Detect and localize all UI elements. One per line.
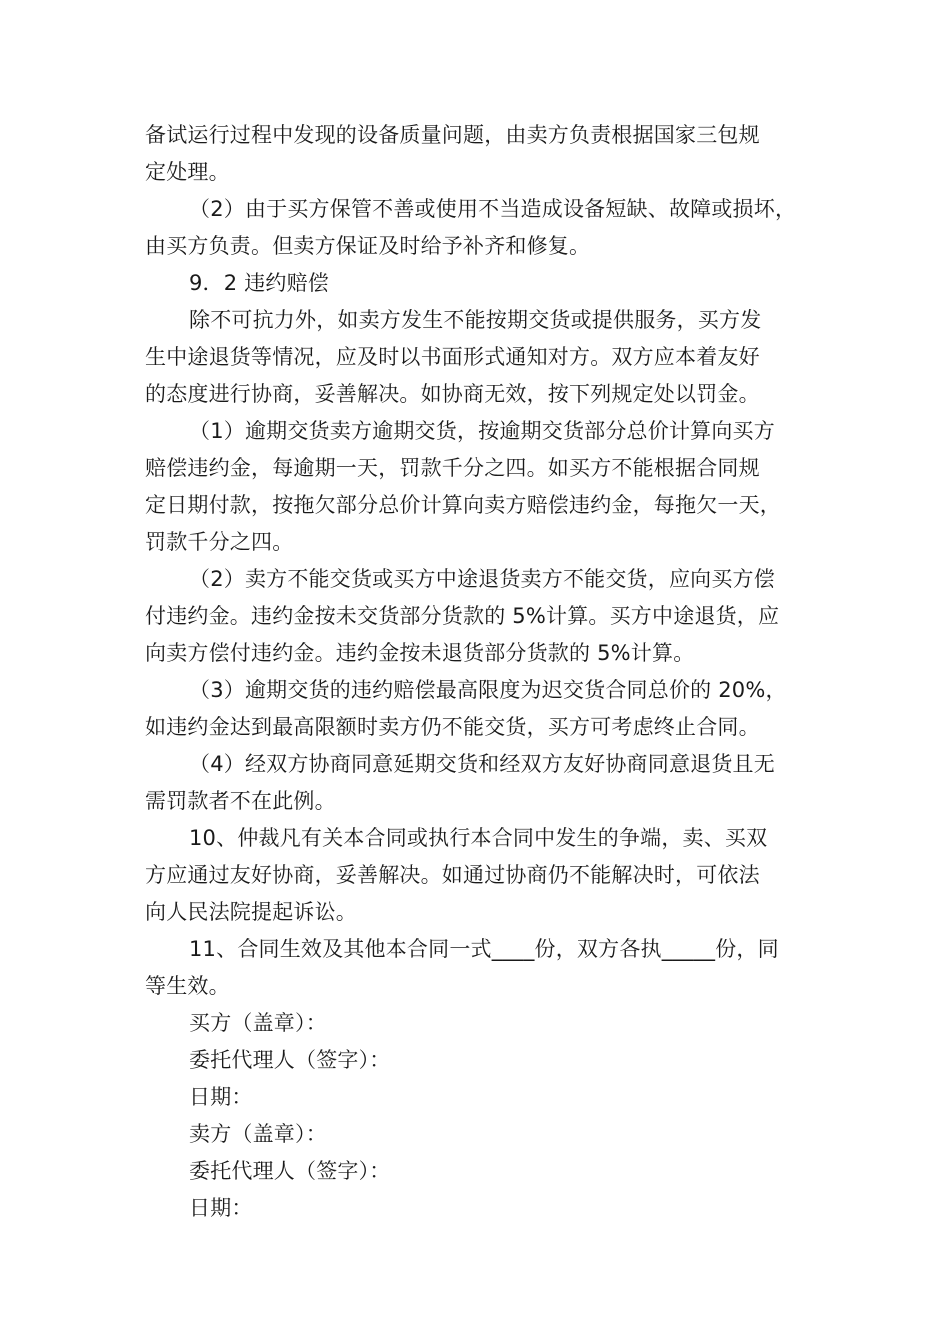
text-line: 由买方负责。但卖方保证及时给予补齐和修复。: [145, 234, 591, 258]
text-line: 需罚款者不在此例。: [145, 789, 336, 813]
text-line: 方应通过友好协商，妥善解决。如通过协商仍不能解决时，可依法: [145, 863, 760, 887]
text-line: 付违约金。违约金按未交货部分货款的 5%计算。买方中途退货，应: [145, 604, 780, 628]
text-line: 备试运行过程中发现的设备质量问题，由卖方负责根据国家三包规: [145, 123, 760, 147]
text-line: 的态度进行协商，妥善解决。如协商无效，按下列规定处以罚金。: [145, 382, 760, 406]
text-line: 等生效。: [145, 974, 230, 998]
text-line: 日期：: [189, 1196, 253, 1220]
text-line: 10、仲裁凡有关本合同或执行本合同中发生的争端，卖、买双: [189, 826, 768, 850]
text-line: 定处理。: [145, 160, 230, 184]
text-line: 向卖方偿付违约金。违约金按未退货部分货款的 5%计算。: [145, 641, 695, 665]
text-line: 买方（盖章）：: [189, 1011, 327, 1035]
text-line: 罚款千分之四。: [145, 530, 294, 554]
text-line: （2）由于买方保管不善或使用不当造成设备短缺、故障或损坏，: [189, 197, 797, 221]
text-line: （2）卖方不能交货或买方中途退货卖方不能交货，应向买方偿: [189, 567, 775, 591]
text-line: 委托代理人（签字）：: [189, 1159, 391, 1183]
text-line: 向人民法院提起诉讼。: [145, 900, 357, 924]
text-line: （4）经双方协商同意延期交货和经双方友好协商同意退货且无: [189, 752, 775, 776]
text-line: 生中途退货等情况，应及时以书面形式通知对方。双方应本着友好: [145, 345, 760, 369]
text-line: 11、合同生效及其他本合同一式____份，双方各执_____份，同: [189, 937, 779, 961]
text-line: 赔偿违约金，每逾期一天，罚款千分之四。如买方不能根据合同规: [145, 456, 760, 480]
text-line: 日期：: [189, 1085, 253, 1109]
text-line: 9．2 违约赔偿: [189, 271, 329, 295]
text-line: 卖方（盖章）：: [189, 1122, 327, 1146]
text-line: （1）逾期交货卖方逾期交货，按逾期交货部分总价计算向买方: [189, 419, 775, 443]
text-line: 除不可抗力外，如卖方发生不能按期交货或提供服务，买方发: [189, 308, 762, 332]
text-line: 定日期付款，按拖欠部分总价计算向卖方赔偿违约金，每拖欠一天，: [145, 493, 781, 517]
text-line: 如违约金达到最高限额时卖方仍不能交货，买方可考虑终止合同。: [145, 715, 760, 739]
document-page: [145, 117, 810, 1227]
text-line: 委托代理人（签字）：: [189, 1048, 391, 1072]
text-line: （3）逾期交货的违约赔偿最高限度为迟交货合同总价的 20%，: [189, 678, 787, 702]
